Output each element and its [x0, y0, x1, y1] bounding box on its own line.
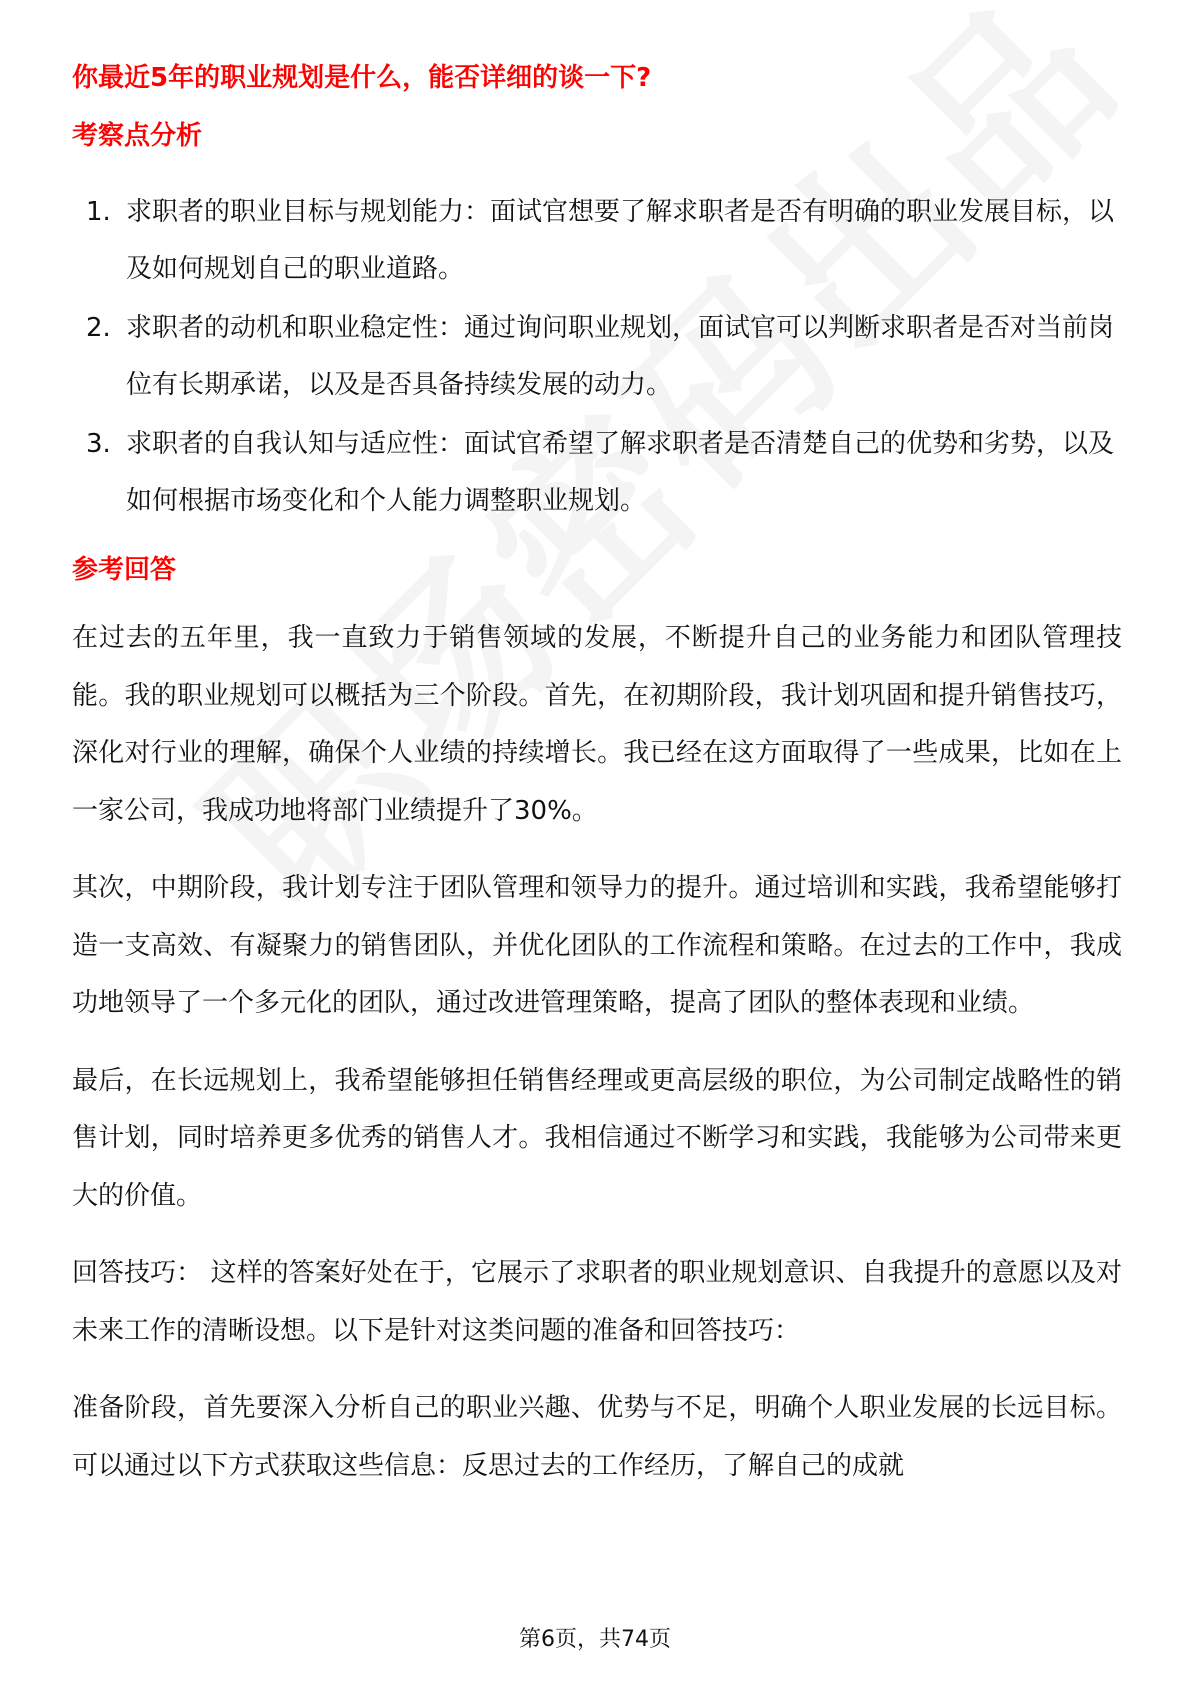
point-text: 求职者的动机和职业稳定性：通过询问职业规划，面试官可以判断求职者是否对当前岗位有长期承诺，以及是否具备持续发展的动力。: [126, 313, 1115, 400]
point-text: 求职者的职业目标与规划能力：面试官想要了解求职者是否有明确的职业发展目标，以及如何规划自己的职业道路。: [126, 197, 1115, 284]
analysis-title: 考察点分析: [72, 121, 203, 151]
answer-paragraph: 最后，在长远规划上，我希望能够担任销售经理或更高层级的职位，为公司制定战略性的销售计划，同时培养更多优秀的销售人才。我相信通过不断学习和实践，我能够为公司带来更大的价值。: [72, 1065, 1122, 1211]
point-number: 2.: [86, 313, 111, 343]
answer-title: 参考回答: [72, 555, 177, 585]
page-content: [72, 58, 1122, 1495]
question-heading: 你最近5年的职业规划是什么，能否详细的谈一下?: [72, 63, 652, 93]
analysis-point: [72, 300, 1122, 414]
analysis-point: [72, 416, 1122, 530]
point-number: 3.: [86, 429, 111, 459]
tips-paragraph: 回答技巧： 这样的答案好处在于，它展示了求职者的职业规划意识、自我提升的意愿以及对未来工作的清晰设想。以下是针对这类问题的准备和回答技巧：: [72, 1258, 1122, 1346]
analysis-points-list: [72, 184, 1122, 530]
point-text: 求职者的自我认知与适应性：面试官希望了解求职者是否清楚自己的优势和劣势，以及如何根据市场变化和个人能力调整职业规划。: [126, 429, 1115, 516]
page-number-footer: 第6页，共74页: [519, 1627, 671, 1652]
answer-paragraph: 在过去的五年里，我一直致力于销售领域的发展，不断提升自己的业务能力和团队管理技能。我的职业规划可以概括为三个阶段。首先，在初期阶段，我计划巩固和提升销售技巧，深化对行业的理解，确保个人业绩的持续增长。我已经在这方面取得了一些成果，比如在上一家公司，我成功地将部门业绩提升了30%。: [72, 623, 1122, 826]
preparation-paragraph: 准备阶段，首先要深入分析自己的职业兴趣、优势与不足，明确个人职业发展的长远目标。可以通过以下方式获取这些信息：反思过去的工作经历，了解自己的成就: [72, 1393, 1122, 1481]
point-number: 1.: [86, 197, 111, 227]
answer-paragraph: 其次，中期阶段，我计划专注于团队管理和领导力的提升。通过培训和实践，我希望能够打造一支高效、有凝聚力的销售团队，并优化团队的工作流程和策略。在过去的工作中，我成功地领导了一个多元化的团队，通过改进管理策略，提高了团队的整体表现和业绩。: [72, 873, 1122, 1018]
analysis-point: [72, 184, 1122, 298]
